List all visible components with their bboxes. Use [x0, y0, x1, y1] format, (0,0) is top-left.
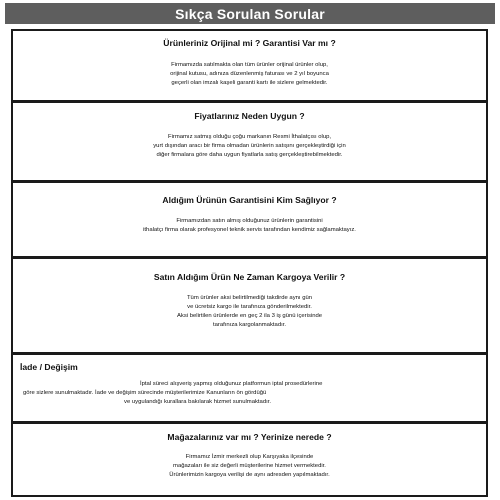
faq-answer [20, 380, 486, 407]
faq-answer-line: göre sizlere sunulmaktadır. İade ve değişim sürecinde müşterilerimize Kanunların ön gördüğü [23, 390, 267, 396]
page-title: Sıkça Sorulan Sorular [5, 3, 495, 24]
faq-answer-line: ithalatçı firma olarak profesyonel teknik servis tarafından kendimiz sağlamaktayız. [143, 227, 356, 233]
faq-answer-line: Firmamızda satılmakta olan tüm ürünler orijinal ürünler olup, [171, 62, 328, 68]
faq-answer [13, 453, 486, 480]
faq-answer-line: ve ücretsiz kargo ile tarafınıza gönderilmektedir. [187, 304, 312, 310]
faq-question: İade / Değişim [20, 362, 78, 372]
faq-answer [13, 294, 486, 330]
faq-card-shipping [11, 257, 488, 354]
faq-answer-line: orijinal kutusu, adınıza düzenlenmiş faturası ve 2 yıl boyunca [170, 71, 329, 77]
faq-answer-line: İptal süreci alışveriş yapmış olduğunuz platformun iptal prosedürlerine [140, 381, 323, 387]
faq-answer-line: Firmamızdan satın almış olduğunuz ürünlerin garantisini [176, 218, 323, 224]
faq-answer-line: tarafınıza kargolanmaktadır. [212, 322, 287, 328]
faq-answer-line: Ürünlerimizin kargoya verilişi de aynı adresden yapılmaktadır. [169, 472, 330, 478]
faq-answer-line: Aksi belirtilen ürünlerde en geç 2 ila 3 iş günü içerisinde [176, 313, 323, 319]
faq-card-warranty [11, 181, 488, 258]
faq-card-original [11, 29, 488, 102]
faq-answer-line: yurt dışından aracı bir firma olmadan ürünlerin satışını gerçekleştirdiği için [153, 143, 346, 149]
faq-question: Mağazalarınız var mı ? Yerinize nerede ? [167, 432, 332, 442]
faq-card-prices [11, 101, 488, 182]
faq-answer-line: Firmamız İzmir merkezli olup Karşıyaka ilçesinde [185, 454, 314, 460]
faq-question: Aldığım Ürünün Garantisini Kim Sağlıyor ? [162, 195, 337, 205]
faq-answer-line: diğer firmalara göre daha uygun fiyatlarla satış gerçekleştirebilmektedir. [156, 152, 343, 158]
faq-answer-line: mağazaları ile siz değerli müşterilerine hizmet vermektedir. [173, 463, 326, 469]
faq-answer-line: ve uygulandığı kurallara bakılarak hizmet sunulmaktadır. [124, 399, 272, 405]
faq-answer [13, 61, 486, 88]
faq-answer-line: geçerli olan imzalı kaşeli garanti kartı ile sizlere gelmektedir. [171, 80, 328, 86]
faq-card-returns [11, 353, 488, 423]
faq-card-stores [11, 422, 488, 497]
faq-answer [13, 217, 486, 235]
faq-answer [13, 133, 486, 160]
faq-question: Fiyatlarınız Neden Uygun ? [194, 111, 305, 121]
faq-answer-line: Firmamız satmış olduğu çoğu markanın Resmi İthalatçısı olup, [167, 134, 332, 140]
faq-question: Satın Aldığım Ürün Ne Zaman Kargoya Verilir ? [153, 272, 346, 282]
faq-question: Ürünleriniz Orijinal mi ? Garantisi Var mı ? [163, 38, 336, 48]
faq-answer-line: Tüm ürünler aksi belirtilmediği takdirde aynı gün [186, 295, 313, 301]
